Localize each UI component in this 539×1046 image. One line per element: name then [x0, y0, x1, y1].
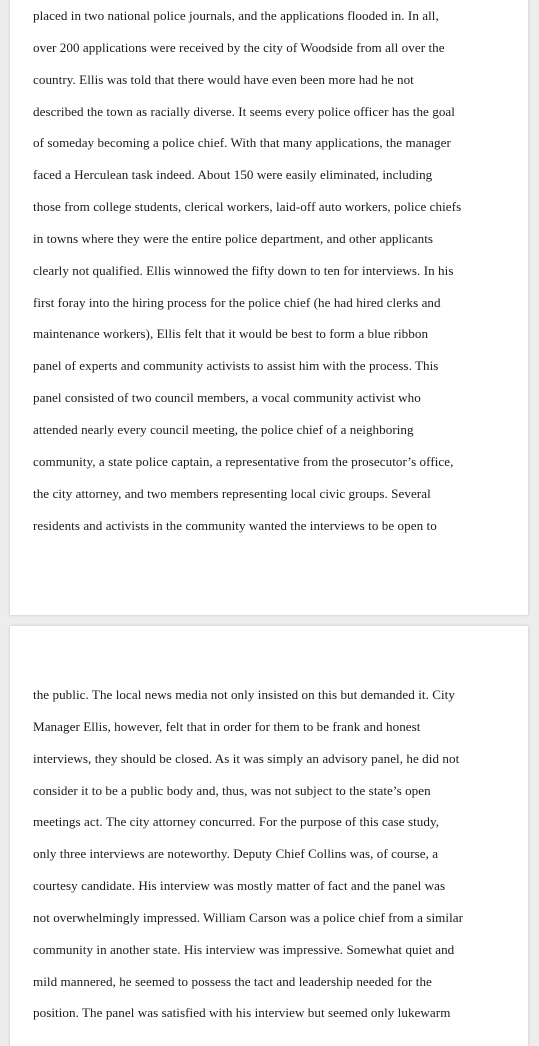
text-line: residents and activists in the community wanted the interviews to be open to: [33, 517, 437, 533]
text-line: community in another state. His interview was impressive. Somewhat quiet and: [33, 941, 455, 957]
page-1-text-block: [33, 3, 520, 544]
text-line: Manager Ellis, however, felt that in order for them to be frank and honest: [33, 718, 421, 734]
page-2-text-block: [33, 682, 520, 1032]
text-line: the city attorney, and two members representing local civic groups. Several: [33, 485, 431, 501]
text-line: in towns where they were the entire police department, and other applicants: [33, 230, 434, 246]
text-line: clearly not qualified. Ellis winnowed the fifty down to ten for interviews. In his: [33, 262, 454, 278]
text-line: mild mannered, he seemed to possess the tact and leadership needed for the: [33, 973, 432, 989]
text-line: over 200 applications were received by the city of Woodside from all over the: [33, 39, 445, 55]
text-line: panel consisted of two council members, a vocal community activist who: [33, 390, 421, 406]
text-line: courtesy candidate. His interview was mostly matter of fact and the panel was: [33, 878, 446, 894]
text-line: faced a Herculean task indeed. About 150 were easily eliminated, including: [33, 167, 433, 183]
text-line: meetings act. The city attorney concurred. For the purpose of this case study,: [33, 814, 440, 830]
text-line: the public. The local news media not only insisted on this but demanded it. City: [33, 687, 455, 702]
document-page-1: [10, 0, 528, 615]
text-line: described the town as racially diverse. It seems every police officer has the goal: [33, 103, 455, 119]
text-line: position. The panel was satisfied with his interview but seemed only lukewarm: [33, 1005, 451, 1021]
text-line: attended nearly every council meeting, the police chief of a neighboring: [33, 421, 414, 437]
text-line: community, a state police captain, a representative from the prosecutor’s office,: [33, 453, 454, 469]
text-line: maintenance workers), Ellis felt that it would be best to form a blue ribbon: [33, 326, 429, 342]
text-line: consider it to be a public body and, thus, was not subject to the state’s open: [33, 782, 431, 798]
text-line: not overwhelmingly impressed. William Carson was a police chief from a similar: [33, 909, 464, 925]
text-line: country. Ellis was told that there would have even been more had he not: [33, 71, 414, 87]
text-line: placed in two national police journals, and the applications flooded in. In all,: [33, 8, 439, 23]
text-line: interviews, they should be closed. As it was simply an advisory panel, he did not: [33, 750, 460, 766]
text-line: those from college students, clerical workers, laid-off auto workers, police chiefs: [33, 199, 462, 215]
document-page-2: [10, 626, 528, 1046]
text-line: first foray into the hiring process for the police chief (he had hired clerks and: [33, 294, 441, 310]
text-line: of someday becoming a police chief. With that many applications, the manager: [33, 135, 451, 151]
text-line: only three interviews are noteworthy. Deputy Chief Collins was, of course, a: [33, 846, 439, 862]
text-line: panel of experts and community activists to assist him with the process. This: [33, 358, 439, 374]
